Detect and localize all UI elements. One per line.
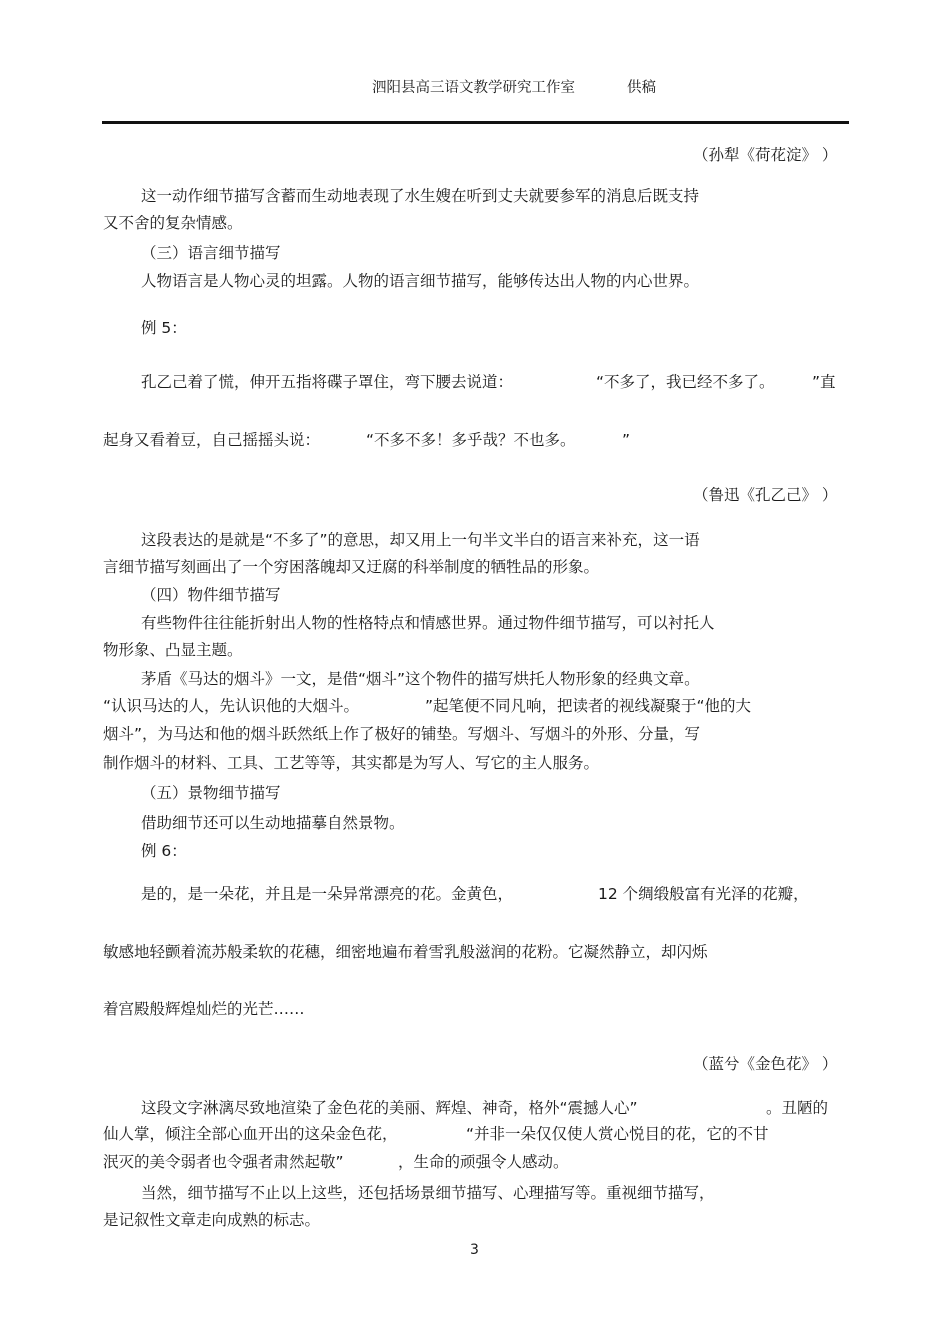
example6-label: 例 6： <box>141 842 187 860</box>
section5-heading: （五）景物细节描写 <box>141 784 281 802</box>
section3-analysis-1: 这段表达的是就是“不多了”的意思，却又用上一句半文半白的语言来补充，这一语 <box>141 531 700 549</box>
source-jinsehua: （蓝兮《金色花》 ） <box>693 1055 838 1073</box>
conclusion-line1: 当然，细节描写不止以上这些，还包括场景细节描写、心理描写等。重视细节描写， <box>141 1184 715 1202</box>
section5-intro: 借助细节还可以生动地描摹自然景物。 <box>141 814 405 832</box>
section4-body-1: 茅盾《马达的烟斗》一文，是借“烟斗”这个物件的描写烘托人物形象的经典文章。 <box>141 670 700 688</box>
section3-intro: 人物语言是人物心灵的坦露。人物的语言细节描写，能够传达出人物的内心世界。 <box>141 272 700 290</box>
para1-line1: 这一动作细节描写含蓄而生动地表现了水生嫂在听到丈夫就要参军的消息后既支持 <box>141 187 700 205</box>
quote-flower-1a: 是的，是一朵花，并且是一朵异常漂亮的花。金黄色， <box>141 885 514 903</box>
source-kongyiji: （鲁迅《孔乙己》 ） <box>693 486 838 504</box>
section4-body-3: 烟斗”，为马达和他的烟斗跃然纸上作了极好的铺垫。写烟斗、写烟斗的外形、分量，写 <box>103 725 701 743</box>
source-hehuadian: （孙犁《荷花淀》 ） <box>693 146 838 164</box>
example5-label: 例 5： <box>141 319 187 337</box>
header-note: 供稿 <box>627 80 656 96</box>
header-office: 泗阳县高三语文教学研究工作室 <box>372 80 575 96</box>
section5-analysis-2b: “并非一朵仅仅使人赏心悦目的花，它的不甘 <box>466 1125 769 1143</box>
quote-kong-2c: ” <box>622 431 631 449</box>
quote-kong-1c: ”直 <box>812 373 836 391</box>
section4-body-4: 制作烟斗的材料、工具、工艺等等，其实都是为写人、写它的主人服务。 <box>103 754 600 772</box>
page-number: 3 <box>470 1242 479 1258</box>
section4-body-2a: “认识马达的人，先认识他的大烟斗。 <box>103 697 360 715</box>
section5-analysis-2a: 仙人掌，倾注全部心血开出的这朵金色花， <box>103 1125 398 1143</box>
section4-intro-2: 物形象、凸显主题。 <box>103 641 243 659</box>
header-rule <box>102 121 849 124</box>
section5-analysis-3a: 泯灭的美令弱者也令强者肃然起敬” <box>103 1153 344 1171</box>
section3-analysis-2: 言细节描写刻画出了一个穷困落魄却又迂腐的科举制度的牺牲品的形象。 <box>103 558 600 576</box>
quote-kong-2b: “不多不多！多乎哉？不也多。 <box>366 431 576 449</box>
section5-analysis-3b: ，生命的顽强令人感动。 <box>398 1153 569 1171</box>
section3-heading: （三）语言细节描写 <box>141 244 281 262</box>
quote-kong-2a: 起身又看着豆，自己摇摇头说： <box>103 431 321 449</box>
section5-analysis-1a: 这段文字淋漓尽致地渲染了金色花的美丽、辉煌、神奇，格外“震撼人心” <box>141 1099 638 1117</box>
section5-analysis-1b: 。丑陋的 <box>766 1099 829 1117</box>
conclusion-line2: 是记叙性文章走向成熟的标志。 <box>103 1211 321 1229</box>
quote-flower-1b: 12 个绸缎般富有光泽的花瓣， <box>598 885 809 903</box>
quote-kong-1a: 孔乙己着了慌，伸开五指将碟子罩住，弯下腰去说道： <box>141 373 514 391</box>
quote-flower-3: 着宫殿般辉煌灿烂的光芒…… <box>103 1000 305 1018</box>
quote-kong-1b: “不多了，我已经不多了。 <box>596 373 775 391</box>
section4-intro-1: 有些物件往往能折射出人物的性格特点和情感世界。通过物件细节描写，可以衬托人 <box>141 614 715 632</box>
quote-flower-2: 敏感地轻颤着流苏般柔软的花穗，细密地遍布着雪乳般滋润的花粉。它凝然静立，却闪烁 <box>103 943 708 961</box>
section4-body-2b: ”起笔便不同凡响，把读者的视线凝聚于“他的大 <box>425 697 752 715</box>
section4-heading: （四）物件细节描写 <box>141 586 281 604</box>
para1-line2: 又不舍的复杂情感。 <box>103 214 243 232</box>
